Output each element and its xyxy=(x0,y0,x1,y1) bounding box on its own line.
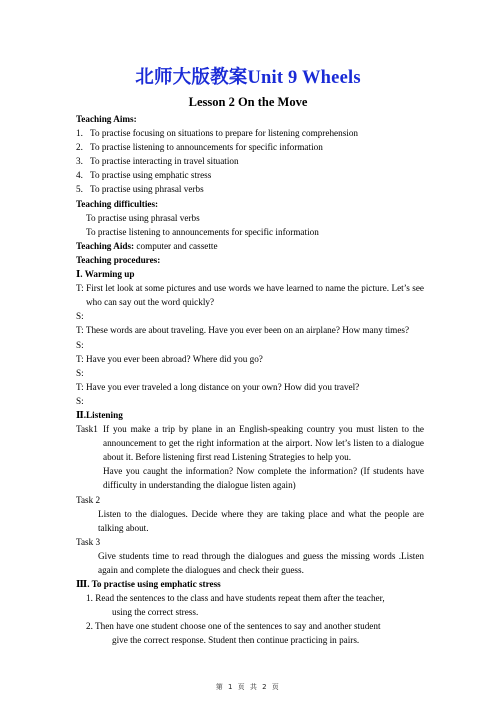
listening-heading: Ⅱ.Listening xyxy=(76,409,123,420)
dialogue-line: T: First let look at some pictures and use words we have learned to name the picture. Let’s see who can say out the word quickly? xyxy=(76,283,424,308)
aim-item xyxy=(76,154,424,168)
aim-item xyxy=(76,182,424,196)
warmup-heading: Ⅰ. Warming up xyxy=(76,269,135,280)
aim-item xyxy=(76,168,424,182)
lesson-title: Lesson 2 On the Move xyxy=(188,95,308,109)
aim-text: To practise focusing on situations to prepare for listening comprehension xyxy=(90,128,359,139)
page-footer: 第 1 页 共 2 页 xyxy=(215,683,281,691)
task1-label: Task1 xyxy=(76,424,98,435)
dialogue-line: T: Have you ever traveled a long distance on your own? How did you travel? xyxy=(76,381,360,392)
stress-item-line: 1. Read the sentences to the class and have students repeat them after the teacher, xyxy=(86,593,385,604)
aim-number: 5. xyxy=(76,184,83,195)
stress-item-line: give the correct response. Student then continue practicing in pairs. xyxy=(112,635,360,646)
task1-text: If you make a trip by plane in an English-speaking country you must listen to the announcement to get the right information at the airport. Now let’s listen to a dialogue about it. Before listening first read Listening Strategies to help you. xyxy=(103,424,424,463)
aims-heading: Teaching Aims: xyxy=(76,114,137,124)
document-title: 北师大版教案Unit 9 Wheels xyxy=(135,68,361,88)
task3-label: Task 3 xyxy=(76,536,101,547)
aim-number: 1. xyxy=(76,128,83,139)
aim-number: 3. xyxy=(76,156,83,167)
aim-text: To practise listening to announcements for specific information xyxy=(90,142,323,153)
task2-label: Task 2 xyxy=(76,494,101,505)
stress-item-line: using the correct stress. xyxy=(112,607,199,618)
task1 xyxy=(76,422,424,464)
aids-value: computer and cassette xyxy=(134,240,218,251)
task2-text: Listen to the dialogues. Decide where they are taking place and what the people are talking about. xyxy=(98,508,424,533)
document-body xyxy=(76,112,424,648)
difficulty-item: To practise using phrasal verbs xyxy=(86,212,200,223)
task3-text: Give students time to read through the dialogues and guess the missing words .Listen again and complete the dialogues and check their guess. xyxy=(98,550,424,575)
stress-heading: Ⅲ. To practise using emphatic stress xyxy=(76,579,221,590)
aim-item xyxy=(76,140,424,154)
task1-followup: Have you caught the information? Now complete the information? (If students have difficulty in understanding the dialogue listen again) xyxy=(103,466,424,491)
dialogue-line: S: xyxy=(76,311,84,322)
dialogue-line: S: xyxy=(76,367,84,378)
aim-text: To practise using emphatic stress xyxy=(90,170,212,181)
aim-number: 2. xyxy=(76,142,83,153)
aids-label: Teaching Aids: xyxy=(76,240,135,251)
difficulties-heading: Teaching difficulties: xyxy=(76,198,159,209)
dialogue-line: T: Have you ever been abroad? Where did you go? xyxy=(76,353,263,364)
aim-text: To practise interacting in travel situation xyxy=(90,156,239,167)
aim-text: To practise using phrasal verbs xyxy=(90,184,204,195)
dialogue-line: S: xyxy=(76,395,84,406)
difficulty-item: To practise listening to announcements for specific information xyxy=(86,226,319,237)
aims-list xyxy=(76,126,424,196)
aim-number: 4. xyxy=(76,170,83,181)
dialogue-line: S: xyxy=(76,339,84,350)
procedures-heading: Teaching procedures: xyxy=(76,254,161,265)
dialogue-line: T: These words are about traveling. Have you ever been on an airplane? How many times? xyxy=(76,325,410,336)
stress-item-line: 2. Then have one student choose one of the sentences to say and another student xyxy=(86,621,381,632)
aids-line xyxy=(76,239,424,253)
aim-item xyxy=(76,126,424,140)
